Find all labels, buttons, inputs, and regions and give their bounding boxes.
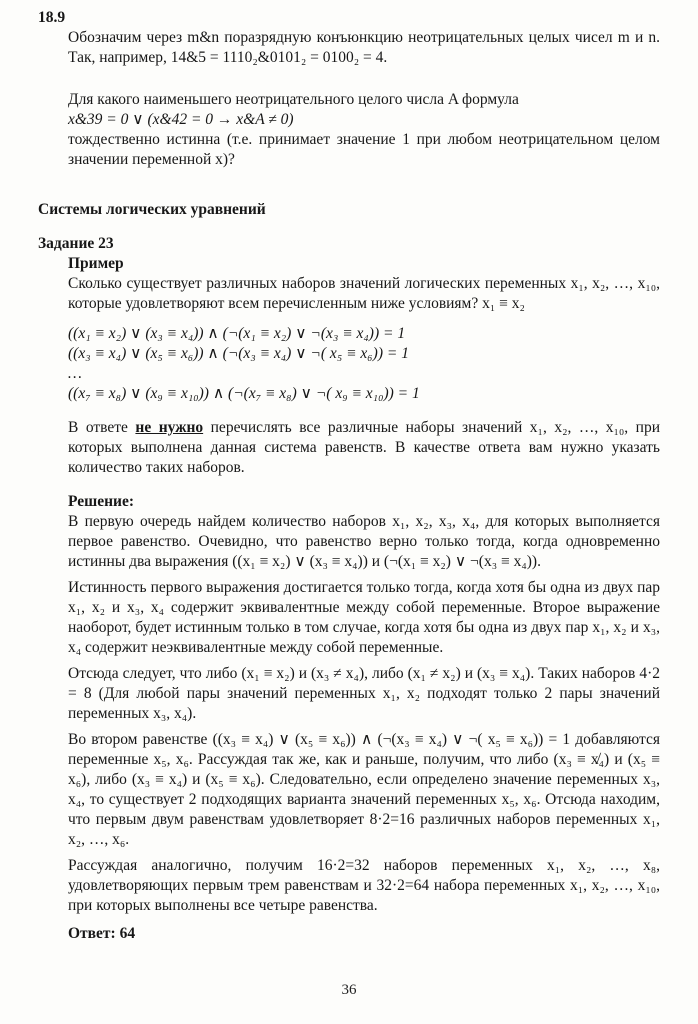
solution-paragraph: Отсюда следует, что либо (x₁ ≡ x₂) и (x₃ ≠ x₄), либо (x₁ ≠ x₂) и (x₃ ≡ x₄). Таких наборов 4·2 = 8 (Для любой пары значений переменных x₁, x₂ подходят только 2 пары значений переменных x₃, x₄). — [68, 665, 660, 722]
task-title: Задание 23 — [38, 235, 114, 252]
solution-title: Решение: — [68, 493, 135, 510]
equation-line: ((x₃ ≡ x₄) ∨ (x₅ ≡ x₆)) ∧ (¬(x₃ ≡ x₄) ∨ ¬( x₅ ≡ x₆)) = 1 — [68, 345, 409, 362]
solution-paragraph: Рассуждая аналогично, получим 16·2=32 наборов переменных x₁, x₂, …, x₈, удовлетворяющих первым трем равенствам и 32·2=64 набора переменных x₁, x₂, …, x₁₀, при которых выполнены все четыре равенства. — [68, 857, 660, 914]
section-18-9 — [38, 8, 660, 170]
answer-note-post: перечислять все различные наборы значений x₁, x₂, …, x₁₀, при которых выполнена данная система равенств. В качестве ответа вам нужно указать количество таких наборов. — [68, 419, 660, 476]
page-number: 36 — [341, 982, 357, 998]
answer-note-pre: В ответе — [68, 419, 136, 436]
equation-line: ((x₁ ≡ x₂) ∨ (x₃ ≡ x₄)) ∧ (¬(x₁ ≡ x₂) ∨ ¬(x₃ ≡ x₄)) = 1 — [68, 325, 406, 342]
final-answer: Ответ: 64 — [68, 925, 136, 942]
question-lead: Для какого наименьшего неотрицательного целого числа A формула — [68, 91, 519, 108]
bitwise-formula: x&39 = 0 ∨ (x&42 = 0 → x&A ≠ 0) — [68, 111, 294, 128]
section-title: Системы логических уравнений — [38, 201, 266, 218]
solution-paragraph: В первую очередь найдем количество наборов x₁, x₂, x₃, x₄, для которых выполняется первое равенство. Очевидно, что равенство верно только тогда, когда одновременно истинны два выражения ((x₁ ≡ x₂) ∨ (x₃ ≡ x₄)) и (¬(x₁ ≡ x₂) ∨ ¬(x₃ ≡ x₄)). — [68, 513, 660, 570]
example-title: Пример — [68, 255, 124, 272]
question-tail: тождественно истинна (т.е. принимает значение 1 при любом неотрицательном целом значении переменной x)? — [68, 131, 660, 168]
equation-ellipsis: … — [68, 365, 82, 382]
equation-line: ((x₇ ≡ x₈) ∨ (x₉ ≡ x₁₀)) ∧ (¬(x₇ ≡ x₈) ∨ ¬( x₉ ≡ x₁₀)) = 1 — [68, 385, 420, 402]
solution-paragraph: Истинность первого выражения достигается только тогда, когда хотя бы одна из двух пар x₁, x₂ и x₃, x₄ содержит эквивалентные между собой переменные. Второе выражение наоборот, будет истинным только в том случае, когда хотя бы одна из двух пар x₁, x₂ и x₃, x₄ содержит неэквивалентные между собой переменные. — [68, 579, 660, 656]
intro-paragraph: Обозначим через m&n поразрядную конъюнкцию неотрицательных целых чисел m и n. Так, например, 14&5 = 1110₂&0101₂ = 0100₂ = 4. — [68, 29, 660, 66]
answer-note-emphasis: не нужно — [135, 419, 204, 436]
section-number: 18.9 — [38, 9, 66, 26]
equation-list — [68, 324, 660, 404]
answer-note — [68, 418, 660, 478]
problem-statement: Сколько существует различных наборов значений логических переменных x₁, x₂, …, x₁₀, которые удовлетворяют всем перечисленным ниже условиям? x₁ ≡ x₂ — [68, 275, 660, 312]
solution-paragraph: Во втором равенстве ((x₃ ≡ x₄) ∨ (x₅ ≡ x₆)) ∧ (¬(x₃ ≡ x₄) ∨ ¬( x₅ ≡ x₆)) = 1 добавляются переменные x₅, x₆. Рассуждая так же, как и раньше, получим, что либо (x₃ ≡ x̸₄) и (x₅ ≡ x₆), либо (x₃ ≡ x₄) и (x₅ ≡ x₆). Следовательно, если определено значение переменных x₃, x₄, то существует 2 подходящих варианта значений переменных x₅, x₆. Отсюда находим, что первым двум равенствам удовлетворяет 8·2=16 различных наборов переменных x₁, x₂, …, x₆. — [68, 731, 660, 848]
section-logical-systems — [38, 200, 660, 944]
